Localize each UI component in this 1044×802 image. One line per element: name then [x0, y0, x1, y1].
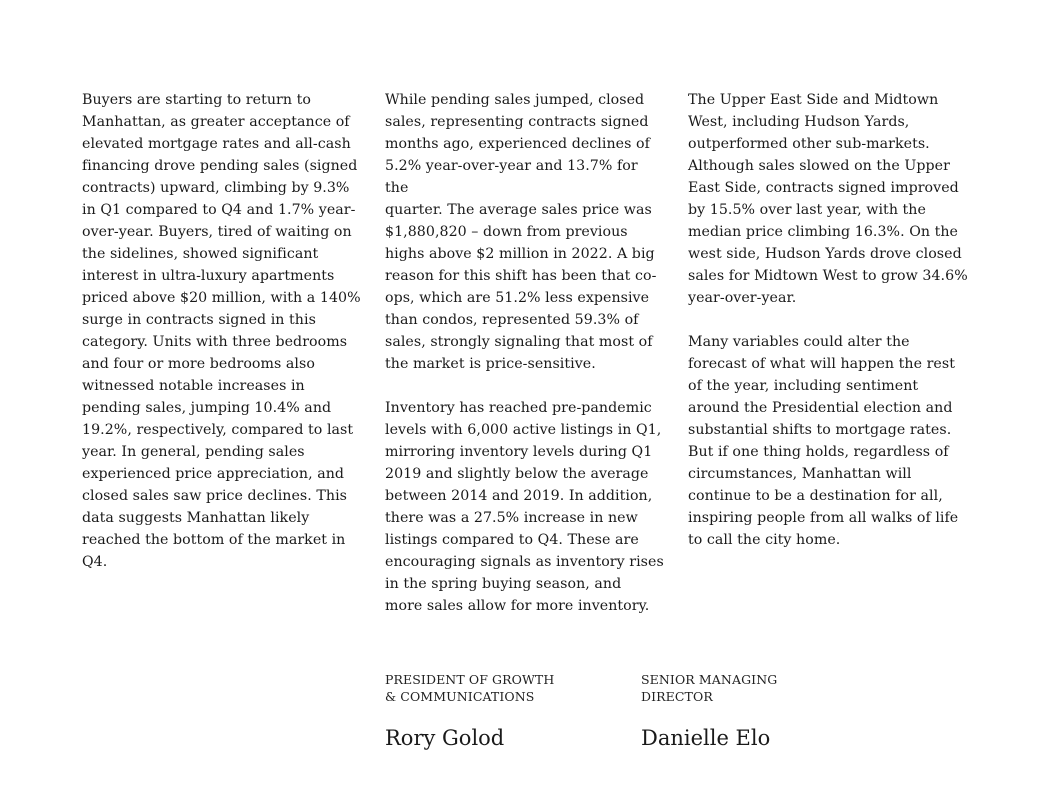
- signature-name: Rory Golod: [385, 726, 505, 750]
- signature-title: PRESIDENT OF GROWTH & COMMUNICATIONS: [385, 672, 555, 704]
- signature-name: Danielle Elo: [641, 726, 771, 750]
- article-column-1: [82, 89, 362, 573]
- signature-title: SENIOR MANAGING DIRECTOR: [641, 672, 778, 704]
- signature-block: [385, 671, 605, 750]
- paragraph: Many variables could alter the forecast of what will happen the rest of the year, including sentiment around the Presidential election and substantial shifts to mortgage rates. But if one thing holds, regardless of circumstances, Manhattan will continue to be a destination for all, inspiring people from all walks of life to call the city home.: [688, 334, 959, 548]
- signature-block: [641, 671, 861, 750]
- paragraph: Buyers are starting to return to Manhattan, as greater acceptance of elevated mortgage rates and all-cash financing drove pending sales (signed contracts) upward, climbing by 9.3% in Q1 compared to Q4 and 1.7% year- over-year. Buyers, tired of waiting on the sidelines, showed significant interest in ultra-luxury apartments priced above $20 million, with a 140% surge in contracts signed in this category. Units with three bedrooms and four or more bedrooms also witnessed notable increases in pending sales, jumping 10.4% and 19.2%, respectively, compared to last year. In general, pending sales experienced price appreciation, and closed sales saw price declines. This data suggests Manhattan likely reached the bottom of the market in Q4.: [82, 92, 361, 570]
- article-column-2: [385, 89, 665, 617]
- paragraph: While pending sales jumped, closed sales, representing contracts signed months ago, experienced declines of 5.2% year-over-year and 13.7% for the quarter. The average sales price was $1,880,820 – down from previous highs above $2 million in 2022. A big reason for this shift has been that co- ops, which are 51.2% less expensive than condos, represented 59.3% of sales, strongly signaling that most of the market is price-sensitive.: [385, 92, 657, 372]
- article-column-3: [688, 89, 968, 551]
- paragraph: Inventory has reached pre-pandemic levels with 6,000 active listings in Q1, mirroring inventory levels during Q1 2019 and slightly below the average between 2014 and 2019. In addition, there was a 27.5% increase in new listings compared to Q4. These are encouraging signals as inventory rises in the spring buying season, and more sales allow for more inventory.: [385, 400, 664, 614]
- paragraph: The Upper East Side and Midtown West, including Hudson Yards, outperformed other sub-markets. Although sales slowed on the Upper East Side, contracts signed improved by 15.5% over last year, with the median price climbing 16.3%. On the west side, Hudson Yards drove closed sales for Midtown West to grow 34.6% year-over-year.: [688, 92, 968, 306]
